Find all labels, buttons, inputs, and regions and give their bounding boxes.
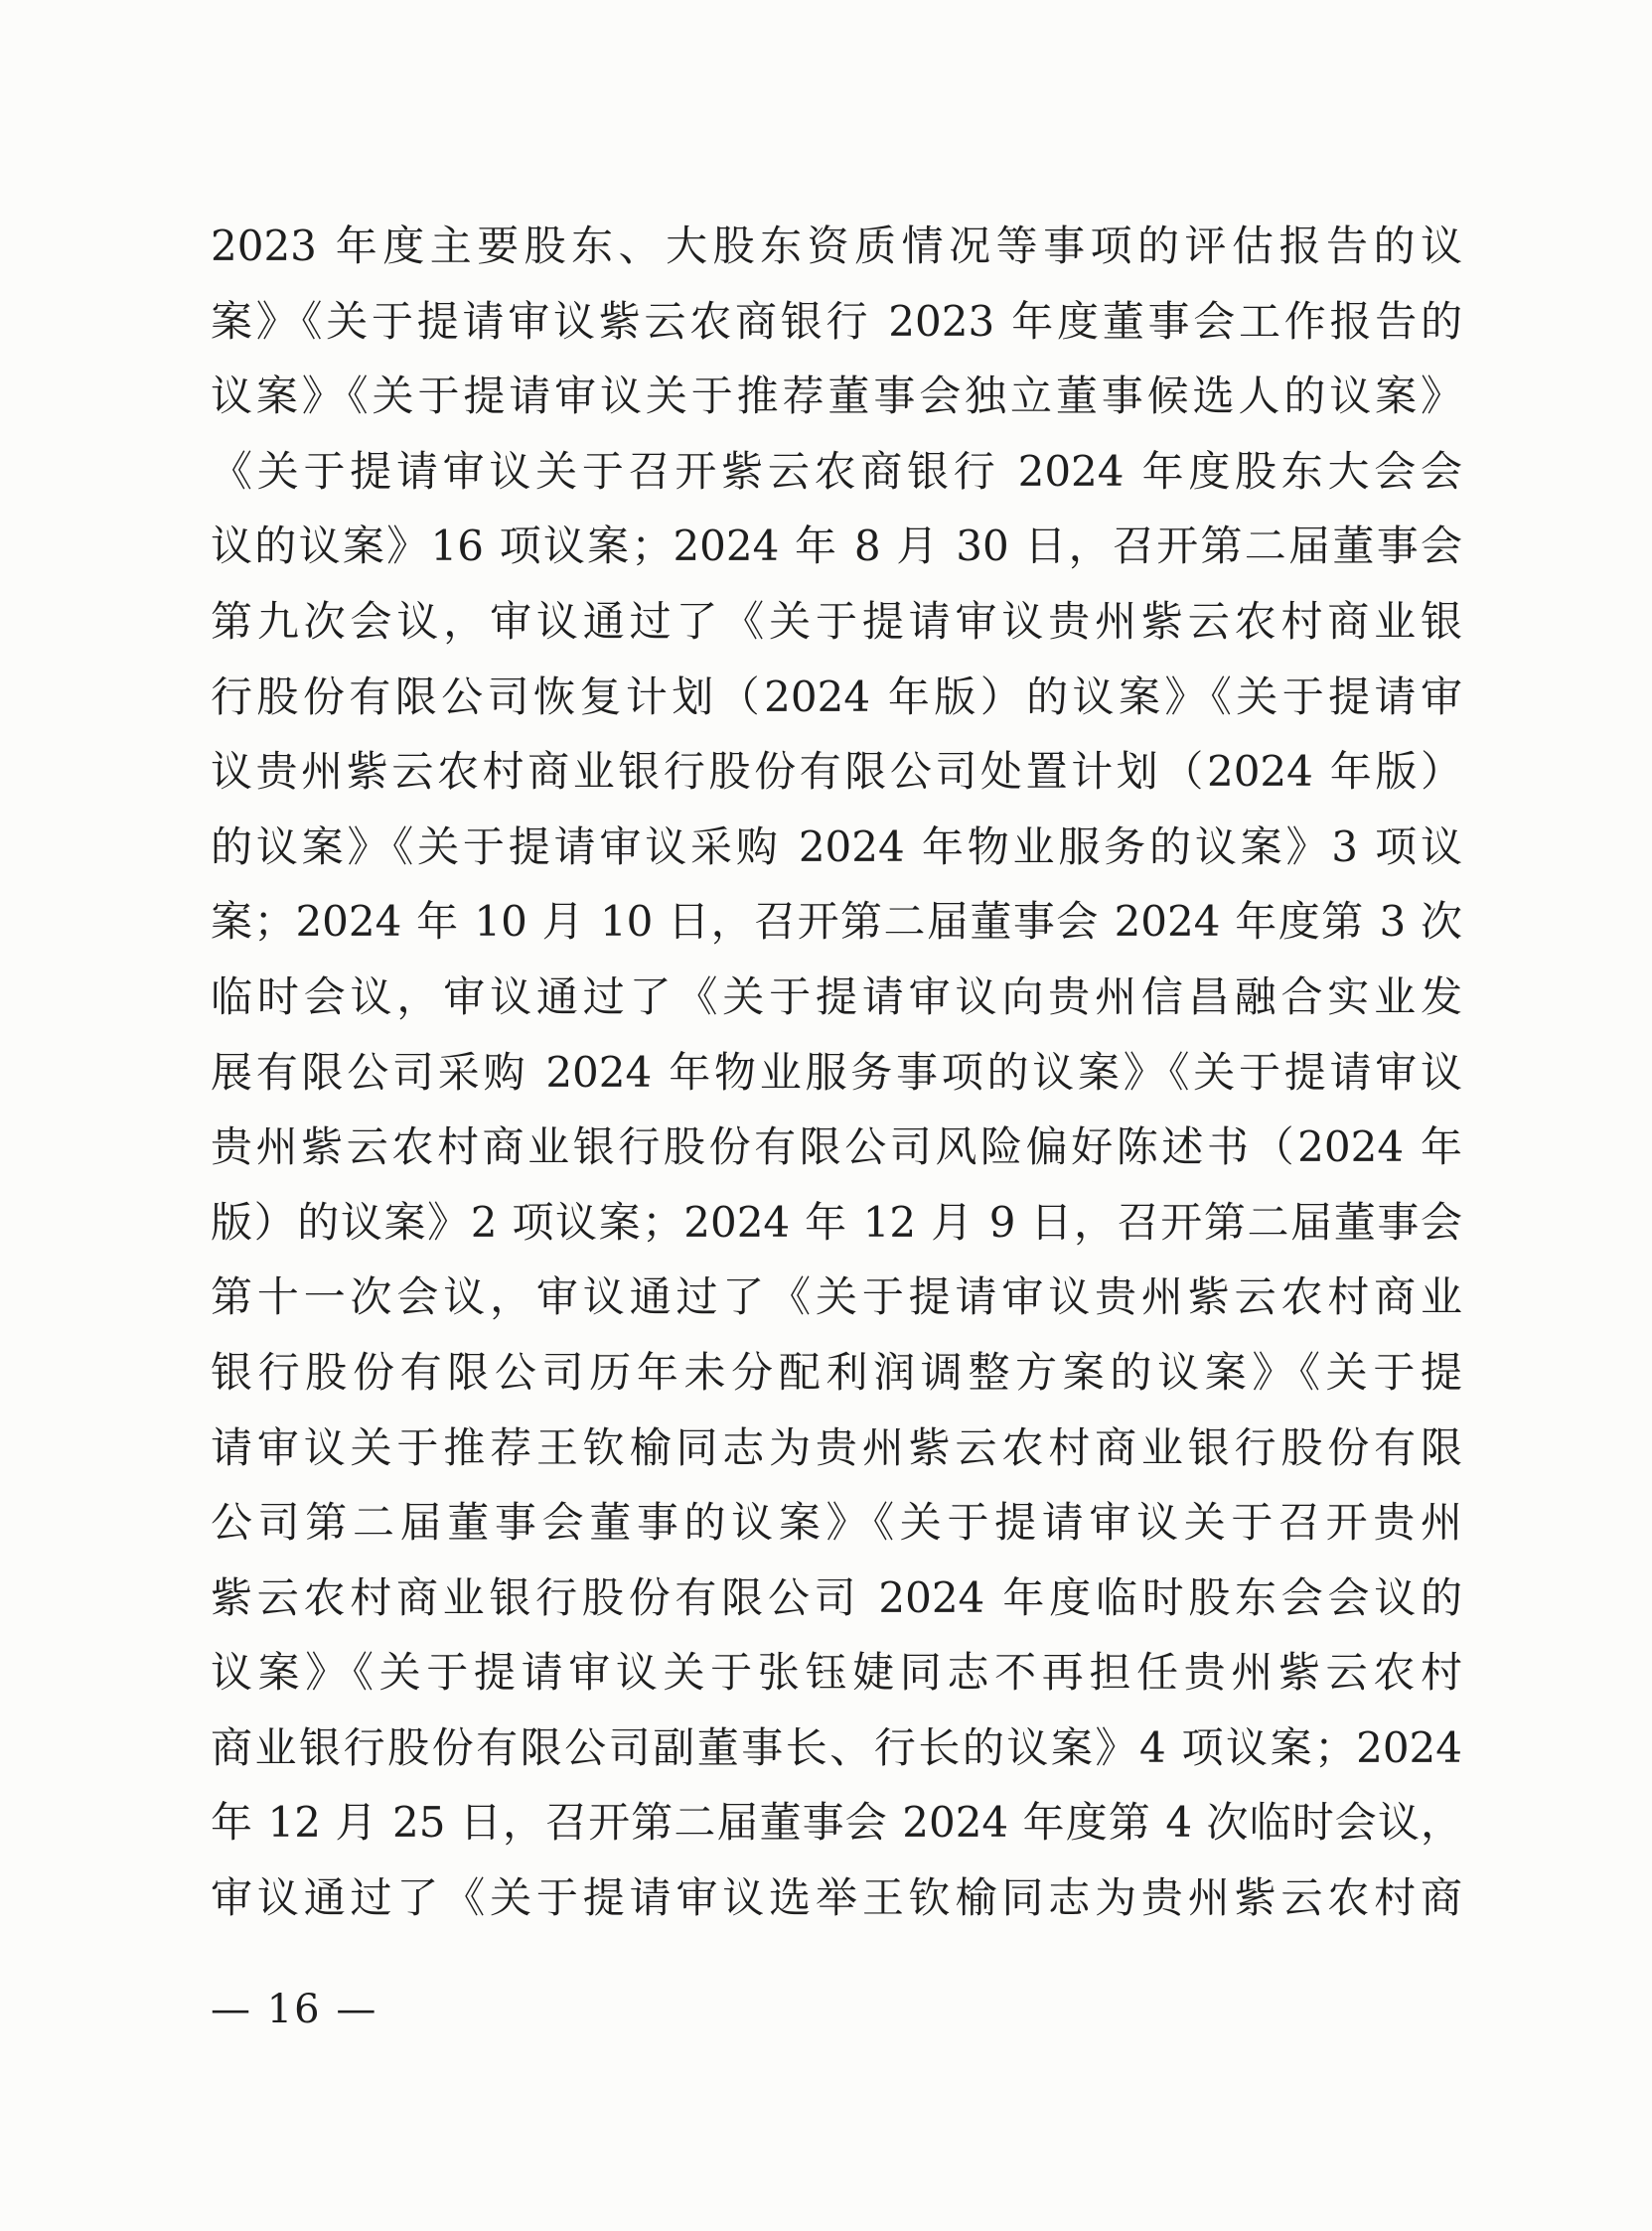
text-line: 2023 年度主要股东、大股东资质情况等事项的评估报告的议 xyxy=(211,222,1462,270)
text-line: 议的议案》16 项议案；2024 年 8 月 30 日，召开第二届董事会 xyxy=(211,521,1462,571)
text-line: 贵州紫云农村商业银行股份有限公司风险偏好陈述书（2024 年 xyxy=(211,1122,1462,1172)
text-line: 公司第二届董事会董事的议案》《关于提请审议关于召开贵州 xyxy=(211,1498,1462,1548)
text-line: 行股份有限公司恢复计划（2024 年版）的议案》《关于提请审 xyxy=(211,671,1462,721)
text-line: 展有限公司采购 2024 年物业服务事项的议案》《关于提请审议 xyxy=(211,1047,1462,1097)
text-line: 年 12 月 25 日，召开第二届董事会 2024 年度第 4 次临时会议， xyxy=(211,1798,1462,1848)
text-line: 第九次会议，审议通过了《关于提请审议贵州紫云农村商业银 xyxy=(211,596,1462,646)
text-line: 案；2024 年 10 月 10 日，召开第二届董事会 2024 年度第 3 次 xyxy=(211,897,1462,947)
text-line: 议贵州紫云农村商业银行股份有限公司处置计划（2024 年版） xyxy=(211,747,1462,797)
text-line: 临时会议，审议通过了《关于提请审议向贵州信昌融合实业发 xyxy=(211,971,1462,1021)
text-line: 的议案》《关于提请审议采购 2024 年物业服务的议案》3 项议 xyxy=(211,821,1462,871)
text-line: 请审议关于推荐王钦榆同志为贵州紫云农村商业银行股份有限 xyxy=(211,1422,1462,1472)
text-line: 《关于提请审议关于召开紫云农商银行 2024 年度股东大会会 xyxy=(211,446,1462,496)
text-line: 议案》《关于提请审议关于张钰婕同志不再担任贵州紫云农村 xyxy=(211,1648,1462,1698)
body-text xyxy=(211,209,1462,1936)
text-line: 版）的议案》2 项议案；2024 年 12 月 9 日，召开第二届董事会 xyxy=(211,1197,1462,1247)
text-line: 第十一次会议，审议通过了《关于提请审议贵州紫云农村商业 xyxy=(211,1272,1462,1322)
text-line: 案》《关于提请审议紫云农商银行 2023 年度董事会工作报告的 xyxy=(211,296,1462,346)
text-line: 议案》《关于提请审议关于推荐董事会独立董事候选人的议案》 xyxy=(211,372,1462,421)
text-line: 商业银行股份有限公司副董事长、行长的议案》4 项议案；2024 xyxy=(211,1722,1462,1772)
text-line: 紫云农村商业银行股份有限公司 2024 年度临时股东会会议的 xyxy=(211,1572,1462,1622)
page-number: — 16 — xyxy=(211,1987,378,2032)
text-line: 银行股份有限公司历年未分配利润调整方案的议案》《关于提 xyxy=(211,1347,1462,1397)
text-line: 审议通过了《关于提请审议选举王钦榆同志为贵州紫云农村商 xyxy=(211,1873,1462,1923)
